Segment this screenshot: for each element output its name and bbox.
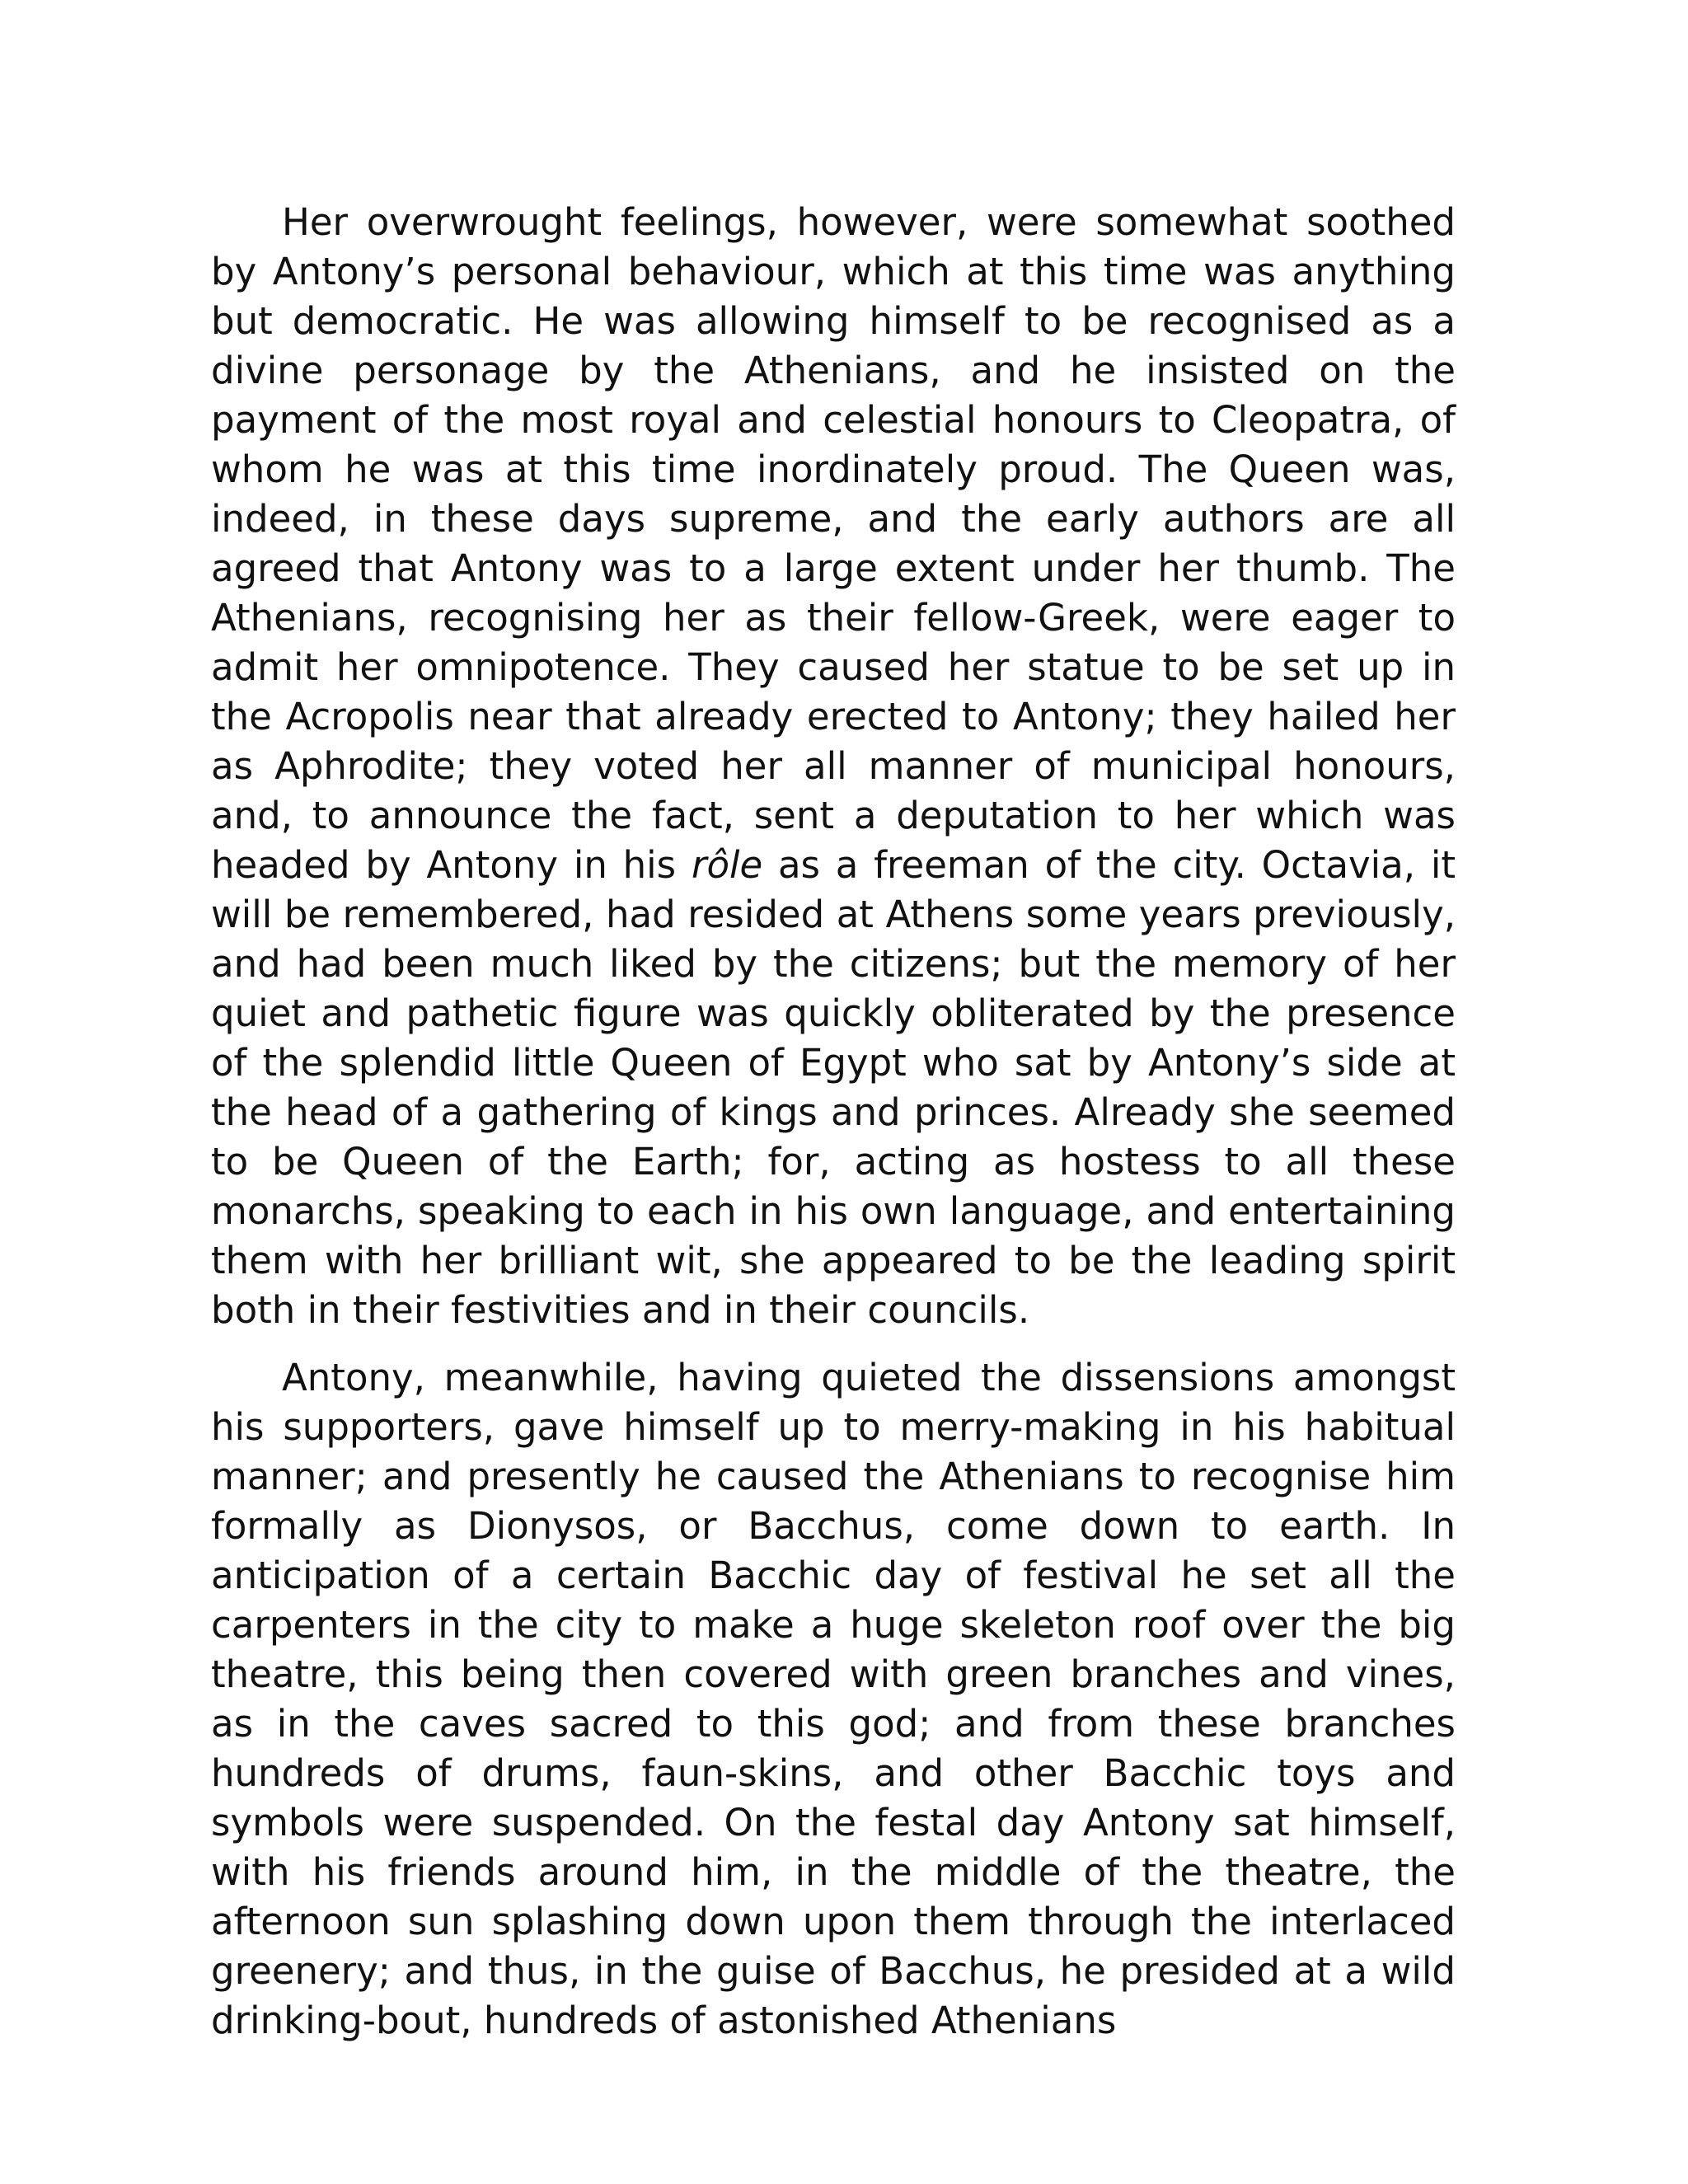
italic-word-role: rôle — [691, 843, 763, 887]
paragraph-1 — [211, 198, 1456, 1335]
paragraph-1-text-start: Her overwrought feelings, however, were somewhat soothed by Antony’s personal behaviour, which at this time was anything but democratic. He was allowing himself to be recognised as a divine personage by the Athenians, and he insisted on the payment of the most royal and celestial honours to Cleopatra, of whom he was at this time inordinately proud. The Queen was, indeed, in these days supreme, and the early authors are all agreed that Antony was to a large extent under her thumb. The Athenians, recognising her as their fellow-Greek, were eager to admit her omnipotence. They caused her statue to be set up in the Acropolis near that already erected to Antony; they hailed her as Aphrodite; they voted her all manner of municipal honours, and, to announce the fact, sent a deputation to her which was headed by Antony in his — [211, 200, 1456, 887]
paragraph-1-text-end: as a freeman of the city. Octavia, it will be remembered, had resided at Athens some years previously, and had been much liked by the citizens; but the memory of her quiet and pathetic figure was quickly obliterated by the presence of the splendid little Queen of Egypt who sat by Antony’s side at the head of a gathering of kings and princes. Already she seemed to be Queen of the Earth; for, acting as hostess to all these monarchs, speaking to each in his own language, and entertaining them with her brilliant wit, she appeared to be the leading spirit both in their festivities and in their councils. — [211, 843, 1456, 1332]
paragraph-2: Antony, meanwhile, having quieted the dissensions amongst his supporters, gave himself up to merry-making in his habitual manner; and presently he caused the Athenians to recognise him formally as Dionysos, or Bacchus, come down to earth. In anticipation of a certain Bacchic day of festival he set all the carpenters in the city to make a huge skeleton roof over the big theatre, this being then covered with green branches and vines, as in the caves sacred to this god; and from these branches hundreds of drums, faun-skins, and other Bacchic toys and symbols were suspended. On the festal day Antony sat himself, with his friends around him, in the middle of the theatre, the afternoon sun splashing down upon them through the interlaced greenery; and thus, in the guise of Bacchus, he presided at a wild drinking-bout, hundreds of astonished Athenians — [211, 1356, 1456, 2042]
page-body — [211, 198, 1456, 2064]
